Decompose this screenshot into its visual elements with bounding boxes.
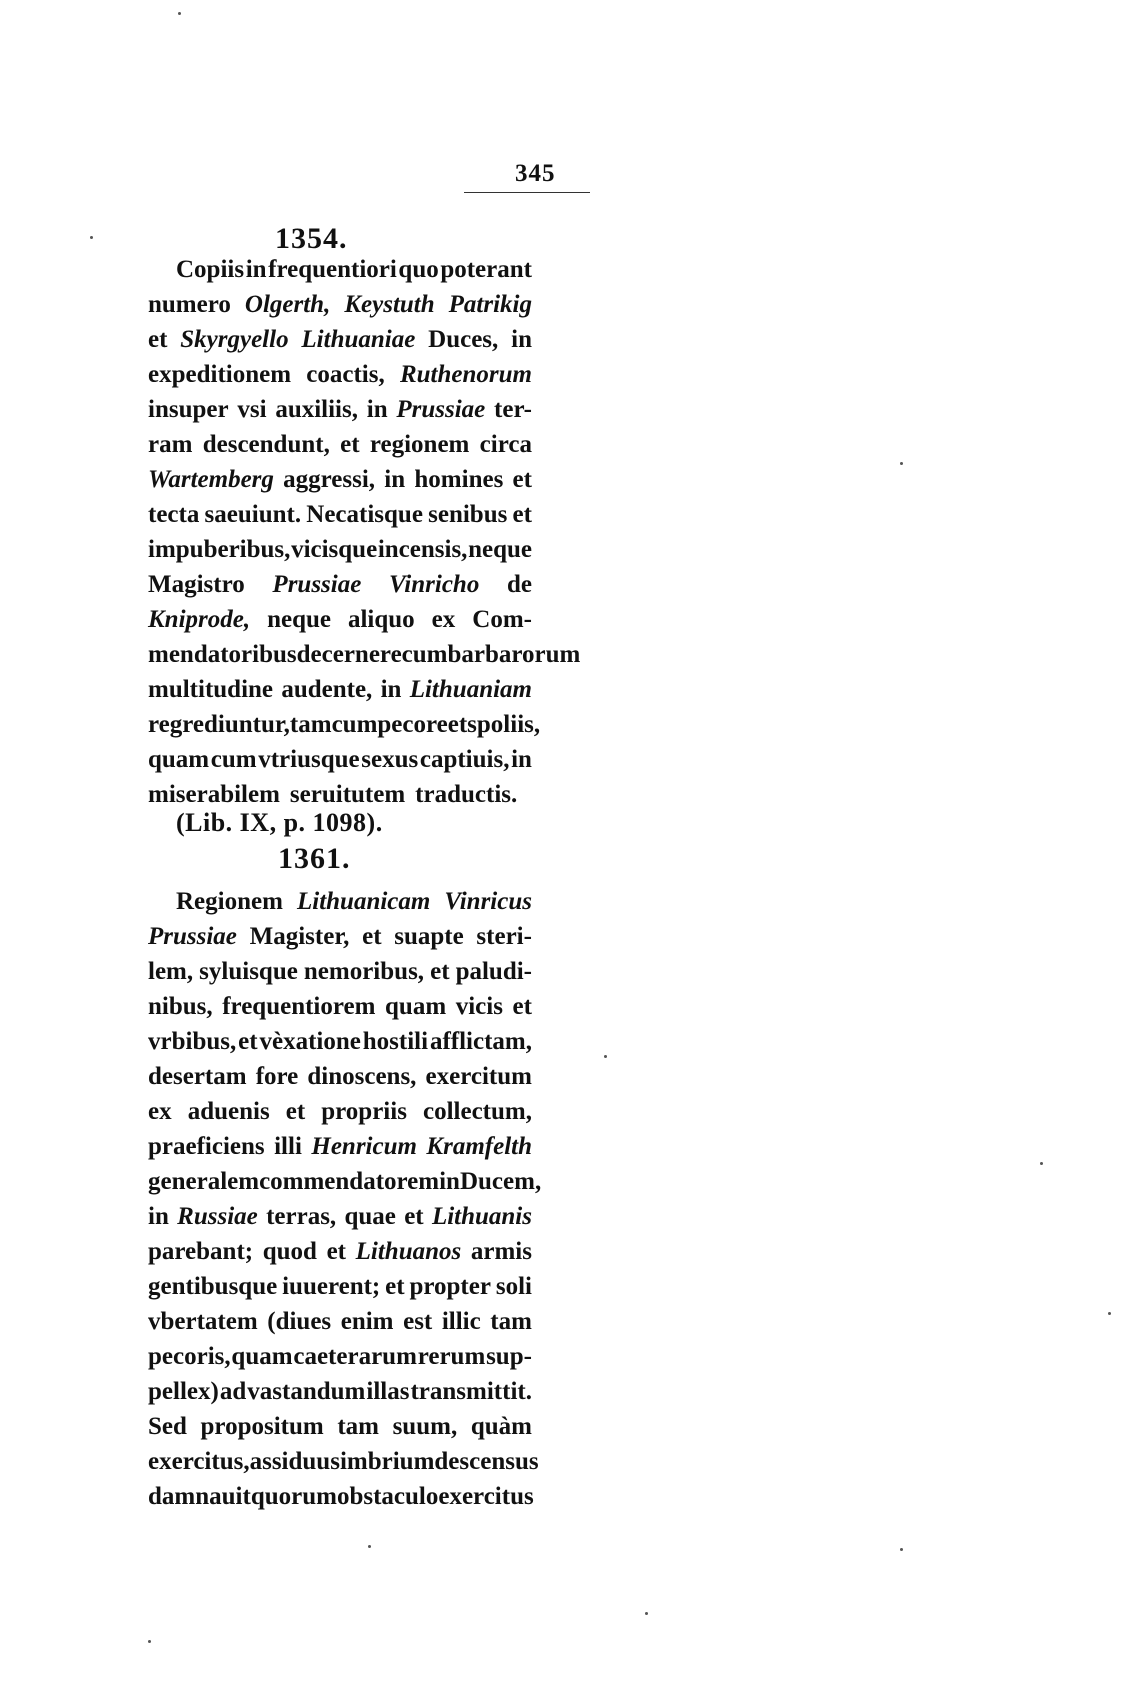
word: et	[404, 1203, 424, 1230]
text-line	[148, 1308, 532, 1342]
word: et	[148, 326, 168, 353]
word: decernere	[296, 641, 402, 668]
word: obstaculo	[336, 1483, 439, 1510]
word: Skyrgyello	[180, 326, 289, 353]
word: et	[238, 1028, 258, 1055]
word: impuberibus,	[148, 536, 291, 563]
word: imbrium	[339, 1448, 435, 1475]
text-line	[148, 291, 532, 325]
text-line	[148, 1413, 532, 1447]
word: Necatisque	[306, 501, 423, 528]
text-line	[148, 711, 541, 745]
word: collectum,	[423, 1098, 532, 1125]
text-line	[148, 606, 532, 640]
word: armis	[470, 1238, 532, 1265]
scan-speck	[900, 462, 903, 465]
word: saeuiunt.	[204, 501, 302, 528]
word: et	[385, 1273, 405, 1300]
word: illi	[274, 1133, 302, 1160]
word: commendatorem	[259, 1168, 440, 1195]
word: propriis	[321, 1098, 407, 1125]
scan-speck	[604, 1055, 607, 1058]
word: cum	[401, 641, 448, 668]
word: et	[430, 958, 450, 985]
word: frequentiori	[268, 256, 397, 283]
word: vastandum	[247, 1378, 366, 1405]
word: suum,	[392, 1413, 458, 1440]
word: Lithuaniae	[301, 326, 416, 353]
text-line	[176, 888, 532, 922]
word: homines	[414, 466, 504, 493]
word: et	[285, 1098, 306, 1125]
text-line	[148, 326, 532, 360]
word: ram	[148, 431, 193, 458]
word: quam	[385, 993, 447, 1020]
word: Magistro	[148, 571, 245, 598]
word: vsi	[237, 396, 267, 423]
word: incensis,	[377, 536, 468, 563]
word: steri-	[476, 923, 532, 950]
word: captiuis,	[419, 746, 510, 773]
word: soli	[495, 1273, 532, 1300]
word: de	[507, 571, 532, 598]
word: gentibusque	[148, 1273, 278, 1300]
word: in	[384, 466, 406, 493]
word: Prussiae	[148, 923, 237, 950]
word: et	[362, 923, 382, 950]
word: cum	[331, 711, 378, 738]
text-line	[148, 958, 532, 992]
text-line	[148, 1448, 539, 1482]
text-line	[148, 1483, 532, 1517]
text-line	[148, 536, 532, 570]
word: generalem	[148, 1168, 260, 1195]
text-line	[148, 396, 532, 430]
word: multitudine	[148, 676, 274, 703]
word: aggressi,	[283, 466, 376, 493]
word: coactis,	[306, 361, 385, 388]
word: et	[512, 466, 532, 493]
word: transmittit.	[410, 1378, 532, 1405]
word: Ruthenorum	[399, 361, 532, 388]
word: quam	[148, 746, 210, 773]
scan-speck	[90, 236, 93, 239]
year-heading-1354: 1354.	[275, 222, 348, 255]
word: praeficiens	[148, 1133, 265, 1160]
word: tam	[490, 1308, 532, 1335]
word: tam	[337, 1413, 379, 1440]
word: Kniprode,	[148, 606, 251, 633]
word: et	[512, 993, 532, 1020]
word: quàm	[470, 1413, 532, 1440]
text-line	[148, 923, 532, 957]
word: Duces,	[428, 326, 499, 353]
word: enim	[340, 1308, 394, 1335]
word: neque	[267, 606, 331, 633]
word: quo	[398, 256, 439, 283]
text-line	[148, 993, 532, 1027]
word: iuuerent;	[282, 1273, 381, 1300]
text-line	[148, 431, 532, 465]
word: Patrikig	[448, 291, 532, 318]
word: Magister,	[249, 923, 350, 950]
word: quam	[231, 1343, 293, 1370]
word: cum	[210, 746, 257, 773]
word: tam	[289, 711, 332, 738]
word: traductis.	[415, 781, 518, 808]
text-line	[148, 1133, 532, 1167]
word: Vinricho	[389, 571, 480, 598]
word: afflictam,	[429, 1028, 532, 1055]
word: exercitum	[425, 1063, 532, 1090]
text-line	[148, 571, 532, 605]
word: et	[326, 1238, 346, 1265]
word: Lithuanicam	[296, 888, 431, 915]
scan-speck	[178, 12, 181, 15]
word: Copiis	[176, 256, 245, 283]
word: in	[439, 1168, 460, 1195]
word: Vinricus	[444, 888, 532, 915]
word: quorum	[250, 1483, 337, 1510]
text-line	[148, 1203, 532, 1237]
word: ex	[431, 606, 456, 633]
word: audente,	[281, 676, 373, 703]
word: Olgerth,	[244, 291, 331, 318]
word: fore	[255, 1063, 299, 1090]
word: Com-	[472, 606, 532, 633]
word: in	[511, 746, 532, 773]
text-line	[148, 1098, 532, 1132]
word: (diues	[267, 1308, 332, 1335]
scan-speck	[900, 1548, 903, 1551]
word: sup-	[486, 1343, 532, 1370]
scan-speck	[1108, 1312, 1111, 1315]
word: Lithuanos	[355, 1238, 462, 1265]
word: pecoris,	[148, 1343, 231, 1370]
word: Wartemberg	[148, 466, 274, 493]
word: et	[340, 431, 360, 458]
word: descensus	[434, 1448, 539, 1475]
word: neque	[468, 536, 532, 563]
word: in	[245, 256, 267, 283]
word: numero	[148, 291, 231, 318]
word: seruitutem	[289, 781, 406, 808]
word: quod	[262, 1238, 317, 1265]
word: in	[148, 1203, 169, 1230]
word: parebant;	[148, 1238, 254, 1265]
word: lem,	[148, 958, 194, 985]
word: nemoribus,	[303, 958, 425, 985]
year-heading-1361: 1361.	[278, 842, 351, 875]
word: in	[366, 396, 388, 423]
scan-speck	[1040, 1162, 1043, 1165]
word: caeterarum	[293, 1343, 417, 1370]
page-number: 345	[515, 160, 556, 187]
word: aduenis	[187, 1098, 270, 1125]
word: Ducem,	[459, 1168, 542, 1195]
scan-speck	[645, 1612, 648, 1615]
text-line	[148, 676, 532, 710]
word: illas	[366, 1378, 410, 1405]
word: vbertatem	[148, 1308, 258, 1335]
word: syluisque	[199, 958, 298, 985]
text-line	[148, 641, 581, 675]
word: et	[447, 711, 468, 738]
word: regionem	[369, 431, 470, 458]
text-line	[148, 1273, 532, 1307]
word: Prussiae	[272, 571, 362, 598]
word: paludi-	[455, 958, 532, 985]
word: desertam	[148, 1063, 247, 1090]
text-line	[148, 466, 532, 500]
word: in	[511, 326, 532, 353]
word: vicis	[455, 993, 503, 1020]
page-number-rule	[464, 192, 590, 193]
word: quae	[344, 1203, 396, 1230]
word: assiduus	[249, 1448, 340, 1475]
word: exercitus	[438, 1483, 534, 1510]
text-line	[148, 1028, 532, 1062]
word: poterant	[440, 256, 532, 283]
text-line	[176, 256, 532, 290]
word: ad	[219, 1378, 247, 1405]
word: Russiae	[177, 1203, 258, 1230]
word: Prussiae	[396, 396, 486, 423]
word: pecore	[377, 711, 448, 738]
word: frequentiorem	[222, 993, 376, 1020]
text-line	[148, 361, 532, 395]
text-line	[148, 1343, 532, 1377]
word: aliquo	[347, 606, 415, 633]
scan-speck	[148, 1640, 151, 1643]
word: mendatoribus	[148, 641, 297, 668]
word: tecta	[148, 501, 200, 528]
word: nibus,	[148, 993, 213, 1020]
reference-citation: (Lib. IX, p. 1098).	[176, 808, 383, 837]
word: Sed	[148, 1413, 187, 1440]
word: barbarorum	[447, 641, 581, 668]
word: vicisque	[291, 536, 378, 563]
word: exercitus,	[148, 1448, 250, 1475]
word: propter	[409, 1273, 491, 1300]
word: Keystuth	[344, 291, 435, 318]
text-line	[148, 1238, 532, 1272]
word: vèxatione	[259, 1028, 361, 1055]
word: insuper	[148, 396, 229, 423]
word: Henricum	[311, 1133, 417, 1160]
text-line	[148, 1378, 532, 1412]
word: in	[380, 676, 402, 703]
word: rerum	[417, 1343, 486, 1370]
word: auxiliis,	[275, 396, 358, 423]
word: descendunt,	[202, 431, 330, 458]
word: Lithuaniam	[409, 676, 532, 703]
text-line	[148, 501, 532, 535]
word: Lithuanis	[431, 1203, 532, 1230]
word: spoliis,	[467, 711, 541, 738]
word: ter-	[494, 396, 532, 423]
text-line	[148, 1063, 532, 1097]
word: miserabilem	[148, 781, 280, 808]
word: est	[403, 1308, 433, 1335]
word: expeditionem	[148, 361, 292, 388]
word: Regionem	[176, 888, 283, 915]
word: illic	[441, 1308, 481, 1335]
scan-speck	[368, 1545, 371, 1548]
word: vtriusque	[258, 746, 360, 773]
word: terras,	[266, 1203, 337, 1230]
word: ex	[148, 1098, 172, 1125]
text-line	[148, 1168, 542, 1202]
word: pellex)	[148, 1378, 219, 1405]
word: sexus	[361, 746, 419, 773]
word: et	[512, 501, 532, 528]
word: senibus	[428, 501, 508, 528]
word: hostili	[362, 1028, 429, 1055]
word: dinoscens,	[307, 1063, 417, 1090]
word: circa	[479, 431, 532, 458]
word: suapte	[394, 923, 464, 950]
text-line	[148, 746, 532, 780]
word: Kramfelth	[426, 1133, 532, 1160]
word: regrediuntur,	[148, 711, 290, 738]
word: damnauit	[148, 1483, 251, 1510]
word: propositum	[200, 1413, 324, 1440]
word: vrbibus,	[148, 1028, 237, 1055]
